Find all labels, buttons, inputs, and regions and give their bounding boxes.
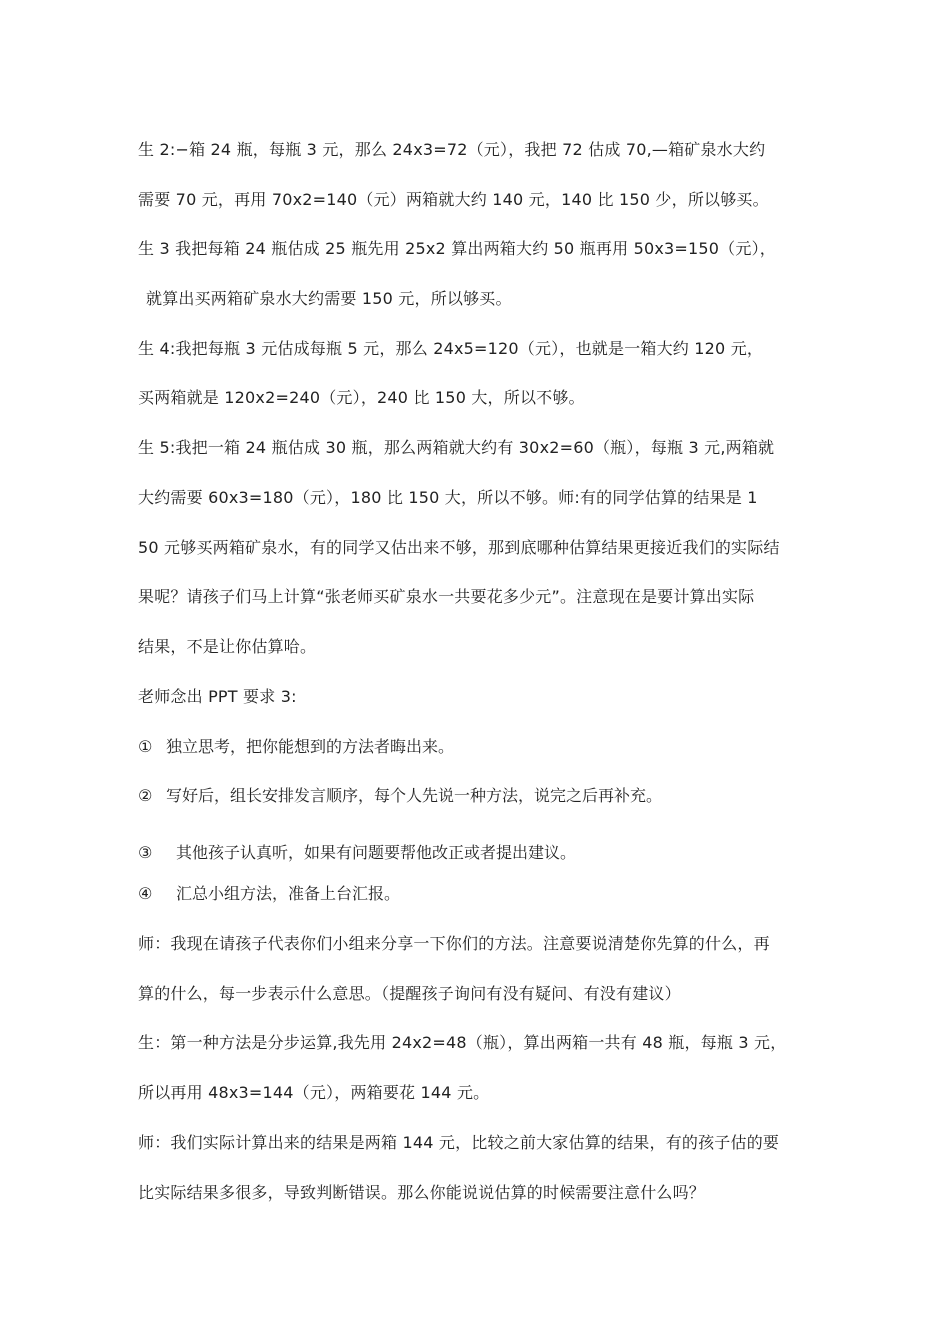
requirement-text: 写好后，组长安排发言顺序，每个人先说一种方法，说完之后再补充。 xyxy=(166,786,663,805)
paragraph-line: 大约需要 60x3=180（元），180 比 150 大，所以不够。师:有的同学估算的结果是 1 xyxy=(138,488,758,507)
paragraph-line: 生 2:−箱 24 瓶，每瓶 3 元，那么 24x3=72（元），我把 72 估成 70,—箱矿泉水大约 xyxy=(138,140,766,159)
paragraph-line: 需要 70 元，再用 70x2=140（元）两箱就大约 140 元，140 比 150 少，所以够买。 xyxy=(138,190,769,209)
requirement-text: 汇总小组方法，准备上台汇报。 xyxy=(176,884,401,903)
requirement-item xyxy=(138,842,577,864)
paragraph-line: 师：我现在请孩子代表你们小组来分享一下你们的方法。注意要说清楚你先算的什么，再 xyxy=(138,934,770,953)
circled-number: ④ xyxy=(138,884,153,903)
paragraph-line: 生：第一种方法是分步运算,我先用 24x2=48（瓶），算出两箱一共有 48 瓶，每瓶 3 元， xyxy=(138,1033,787,1052)
paragraph-line: 生 4:我把每瓶 3 元估成每瓶 5 元，那么 24x5=120（元），也就是一箱大约 120 元， xyxy=(138,339,764,358)
circled-number: ② xyxy=(138,786,153,805)
paragraph-line: 所以再用 48x3=144（元），两箱要花 144 元。 xyxy=(138,1083,490,1102)
paragraph-line: 比实际结果多很多，导致判断错误。那么你能说说估算的时候需要注意什么吗？ xyxy=(138,1183,706,1202)
requirement-text: 其他孩子认真听，如果有问题要帮他改正或者提出建议。 xyxy=(176,843,577,862)
ppt-requirement-heading: 老师念出 PPT 要求 3: xyxy=(138,687,297,706)
paragraph-line: 50 元够买两箱矿泉水，有的同学又估出来不够，那到底哪种估算结果更接近我们的实际结 xyxy=(138,538,780,557)
paragraph-line: 师：我们实际计算出来的结果是两箱 144 元，比较之前大家估算的结果，有的孩子估的要 xyxy=(138,1133,780,1152)
circled-number: ③ xyxy=(138,843,153,862)
paragraph-line: 算的什么，每一步表示什么意思。（提醒孩子询问有没有疑问、有没有建议） xyxy=(138,984,681,1003)
requirement-item xyxy=(138,736,455,758)
paragraph-line: 结果，不是让你估算哈。 xyxy=(138,637,317,656)
paragraph-line: 就算出买两箱矿泉水大约需要 150 元，所以够买。 xyxy=(146,289,512,308)
requirement-item xyxy=(138,785,663,807)
paragraph-line: 生 3 我把每箱 24 瓶估成 25 瓶先用 25x2 算出两箱大约 50 瓶再用 50x3=150（元）， xyxy=(138,239,776,258)
paragraph-line: 生 5:我把一箱 24 瓶估成 30 瓶，那么两箱就大约有 30x2=60（瓶），每瓶 3 元,两箱就 xyxy=(138,438,775,457)
circled-number: ① xyxy=(138,737,153,756)
paragraph-line: 果呢？请孩子们马上计算“张老师买矿泉水一共要花多少元”。注意现在是要计算出实际 xyxy=(138,587,755,606)
paragraph-line: 买两箱就是 120x2=240（元），240 比 150 大，所以不够。 xyxy=(138,388,585,407)
requirement-item xyxy=(138,883,401,905)
requirement-text: 独立思考，把你能想到的方法者晦出来。 xyxy=(166,737,455,756)
